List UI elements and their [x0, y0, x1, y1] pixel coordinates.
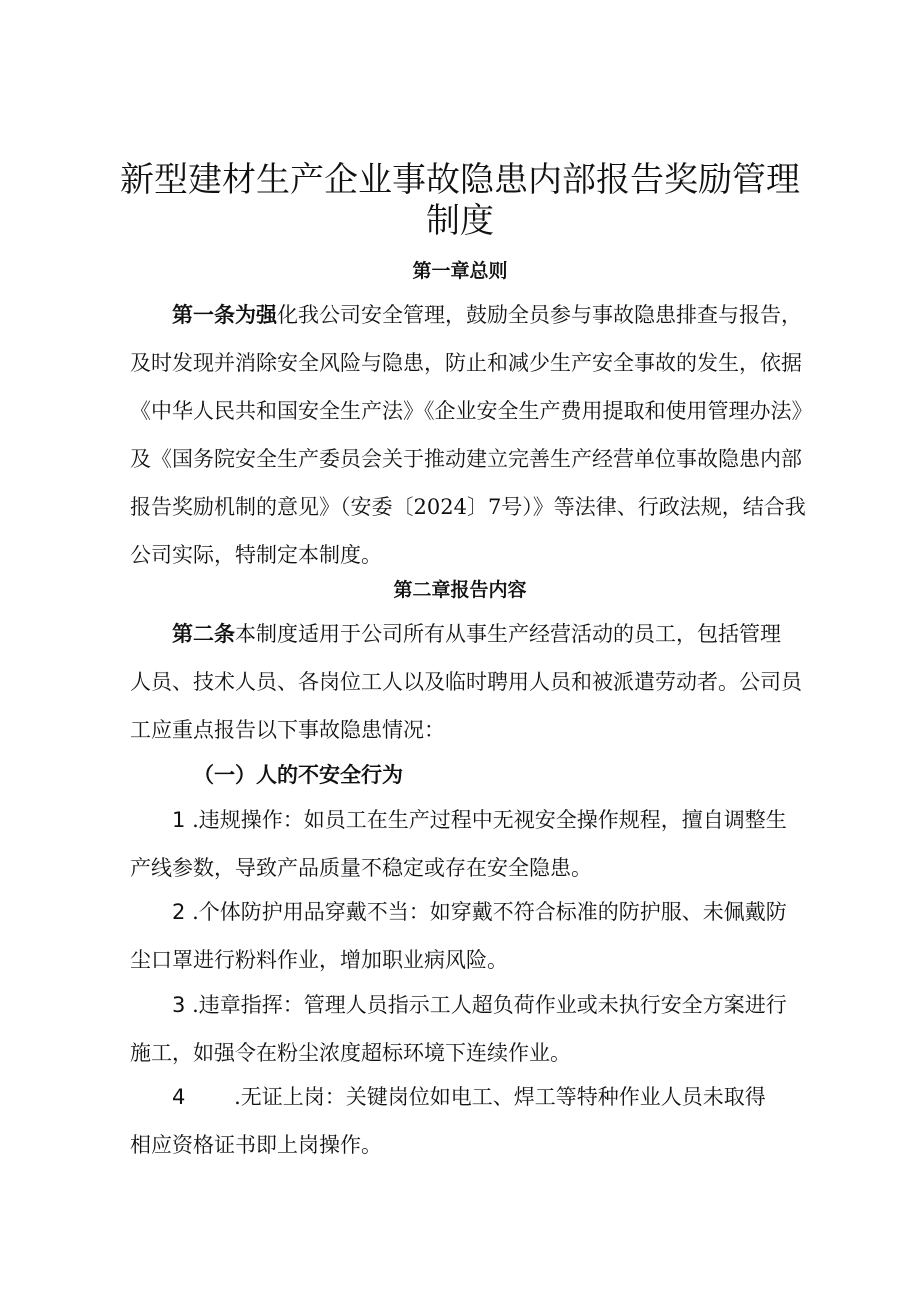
- item3-line2: 施工，如强令在粉尘浓度超标环境下连续作业。: [130, 1041, 571, 1065]
- item3-line1: [172, 991, 820, 1019]
- article1-line3: 《中华人民共和国安全生产法》《企业安全生产费用提取和使用管理办法》: [130, 399, 813, 423]
- chapter2-heading: 第二章报告内容: [393, 579, 527, 601]
- item2-line2: 尘口罩进行粉料作业，增加职业病风险。: [130, 948, 508, 972]
- item1-line1: [172, 806, 820, 834]
- item2-line1: [172, 898, 820, 926]
- item4-line1: [172, 1083, 820, 1111]
- item4-line2: 相应资格证书即上岗操作。: [130, 1133, 382, 1157]
- chapter1-heading: 第一章总则: [412, 260, 508, 282]
- item1-line2: 产线参数，导致产品质量不稳定或存在安全隐患。: [130, 856, 592, 880]
- article1-line1: [172, 301, 820, 329]
- article1-lead: 第一条为强: [172, 302, 277, 327]
- item4-text: .无证上岗：关键岗位如电工、焊工等特种作业人员未取得: [234, 1085, 766, 1109]
- article2-line3: 工应重点报告以下事故隐患情况：: [130, 718, 445, 742]
- article2-lead: 第二条: [172, 621, 235, 646]
- item2-text: .个体防护用品穿戴不当：如穿戴不符合标准的防护服、未佩戴防: [192, 900, 787, 924]
- article1-text: 化我公司安全管理，鼓励全员参与事故隐患排查与报告，: [277, 303, 802, 327]
- item4-number: 4: [172, 1085, 186, 1109]
- article1-line6: 公司实际，特制定本制度。: [130, 543, 382, 567]
- section1-heading: （一）人的不安全行为: [193, 763, 403, 787]
- article2-text: 本制度适用于公司所有从事生产经营活动的员工，包括管理: [235, 622, 781, 646]
- item3-text: .违章指挥：管理人员指示工人超负荷作业或未执行安全方案进行: [192, 993, 787, 1017]
- article2-line1: [172, 620, 820, 648]
- article2-line2: 人员、技术人员、各岗位工人以及临时聘用人员和被派遣劳动者。公司员: [130, 670, 802, 694]
- article1-line2: 及时发现并消除安全风险与隐患，防止和减少生产安全事故的发生，依据: [130, 351, 802, 375]
- item1-text: .违规操作：如员工在生产过程中无视安全操作规程，擅自调整生: [192, 808, 787, 832]
- item3-number: 3: [172, 993, 186, 1017]
- document-title-line2: 制度: [426, 201, 494, 241]
- item2-number: 2: [172, 900, 186, 924]
- article1-line5: 报告奖励机制的意见》（安委〔2024〕7号）》等法律、行政法规，结合我: [130, 495, 806, 519]
- item1-number: 1: [172, 808, 186, 832]
- document-title-line1: 新型建材生产企业事故隐患内部报告奖励管理: [120, 160, 800, 200]
- article1-line4: 及《国务院安全生产委员会关于推动建立完善生产经营单位事故隐患内部: [130, 447, 802, 471]
